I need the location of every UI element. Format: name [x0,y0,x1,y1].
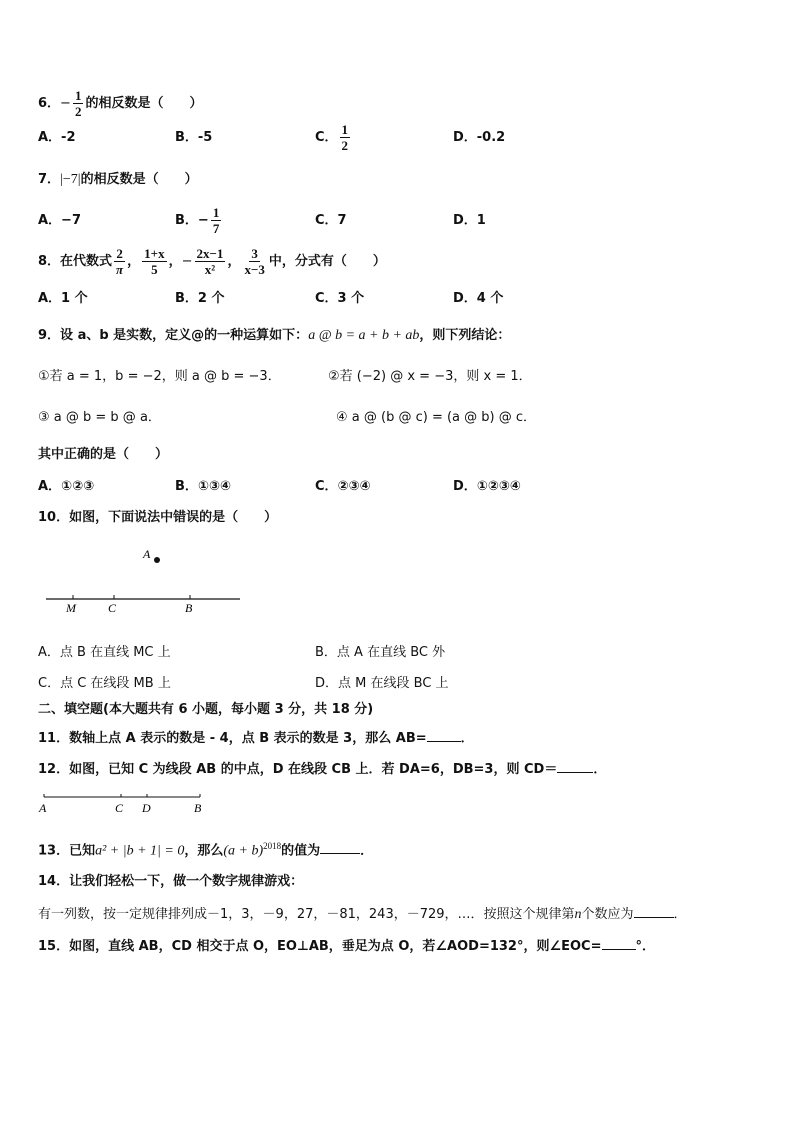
q9-option-b: B．①③④ [175,479,231,494]
q6-option-c-fraction: $\frac{1}{2}$ [341,122,349,153]
q13: 13．已知a² + |b + 1| = 0，那么$(a + b)^{2018}$的值为 ． [38,841,374,859]
q6-option-b: B．-5 [175,130,213,145]
q6-option-d: D．-0.2 [453,130,506,145]
q9-statement-4: ④ a @ (b @ c) = (a @ b) @ c． [336,410,537,425]
q6-option-c: C． $\frac{1}{2}$ [315,122,349,153]
q13-exponent: 2018 [263,841,282,851]
q8-fraction-4: $\frac{3}{x-3}$ [244,246,265,277]
q10-figure [40,545,250,620]
q12-answer-blank [557,760,593,773]
q10-option-b: B．点 A 在直线 BC 外 [315,645,446,660]
q9-statement-2: ②若 (−2) @ x = −3，则 x = 1． [328,369,532,384]
q13-expression: (a + b) [223,843,264,859]
q6-fraction: $\frac{1}{2}$ [74,88,82,119]
q10-label-c: C [108,601,117,615]
q10-point-a [154,557,160,563]
q8-stem: 8．在代数式 $\frac{2}{\pi}$ ， $\frac{1+x}{5}$ ，− $\frac{2x-1}{\text{x²}}$ ， $\frac{3}{x-3}$ 中，分式有（ ） [38,246,386,277]
q9-statement-3: ③ a @ b = b @ a． [38,410,161,425]
q8-fraction-1: $\frac{2}{\pi}$ [116,246,124,277]
q10-label-b: B [185,601,193,615]
q12-figure [36,791,211,819]
q12-label-b: B [194,801,202,815]
q14-answer-blank [634,905,674,918]
q8-option-c: C．3 个 [315,291,365,306]
q10-stem: 10．如图，下面说法中错误的是（ ） [38,510,278,525]
q7-option-a: A．−7 [38,213,81,228]
q10-label-a: A [143,547,151,561]
q9-stem: 9．设 a、b 是实数，定义@的一种运算如下：a @ b = a + b + ab，则下列结论： [38,328,511,343]
section-2-heading: 二、填空题(本大题共有 6 小题，每小题 3 分，共 18 分) [38,702,374,717]
q15: 15．如图，直线 AB，CD 相交于点 O，EO⊥AB，垂足为点 O，若∠AOD=132°，则∠EOC= °． [38,939,656,954]
q8-option-d: D．4 个 [453,291,504,306]
q14-body: 有一列数，按一定规律排列成－1，3，－9，27，－81，243，－729，…．按照这个规律第n个数应为 ． [38,907,687,922]
q12-label-a: A [39,801,47,815]
q10-label-m: M [66,601,76,615]
q11: 11．数轴上点 A 表示的数是 - 4，点 B 表示的数是 3，那么 AB= ． [38,731,474,746]
q9-definition: a @ b = a + b + ab [308,328,420,343]
q13-answer-blank [320,841,360,854]
q13-condition: a² + |b + 1| = 0 [95,843,185,859]
q12-label-c: C [115,801,124,815]
q7-stem: 7．|−7|的相反数是（ ） [38,172,198,187]
q8-option-b: B．2 个 [175,291,225,306]
q9-option-a: A．①②③ [38,479,95,494]
q7-option-b-fraction: $\frac{1}{7}$ [212,205,220,236]
q10-option-c: C．点 C 在线段 MB 上 [38,676,171,691]
q14-title: 14．让我们轻松一下，做一个数字规律游戏： [38,874,304,889]
q6-sign: − [60,96,71,111]
q6-stem: 6．− $\frac{1}{2}$ 的相反数是（ ） [38,88,203,119]
q8-fraction-3: $\frac{2x-1}{\text{x²}}$ [196,246,224,277]
q12: 12．如图，已知 C 为线段 AB 的中点，D 在线段 CB 上．若 DA=6，DB=3，则 CD＝ ． [38,762,607,777]
q10-option-a: A．点 B 在直线 MC 上 [38,645,171,660]
q12-label-d: D [142,801,151,815]
q8-fraction-2: $\frac{1+x}{5}$ [144,246,165,277]
q7-abs-value: |−7| [60,172,81,187]
q15-answer-blank [602,937,636,950]
q11-answer-blank [427,729,461,742]
q9-statement-1: ①若 a = 1，b = −2，则 a @ b = −3． [38,369,281,384]
q8-option-a: A．1 个 [38,291,88,306]
q9-option-c: C．②③④ [315,479,371,494]
q7-option-b: B．− $\frac{1}{7}$ [175,205,220,236]
q14-variable-n: n [574,907,582,922]
q9-option-d: D．①②③④ [453,479,521,494]
q10-option-d: D．点 M 在线段 BC 上 [315,676,449,691]
q9-ask: 其中正确的是（ ） [38,447,169,462]
q6-option-a: A．-2 [38,130,76,145]
q7-option-d: D．1 [453,213,486,228]
q7-option-c: C．7 [315,213,347,228]
